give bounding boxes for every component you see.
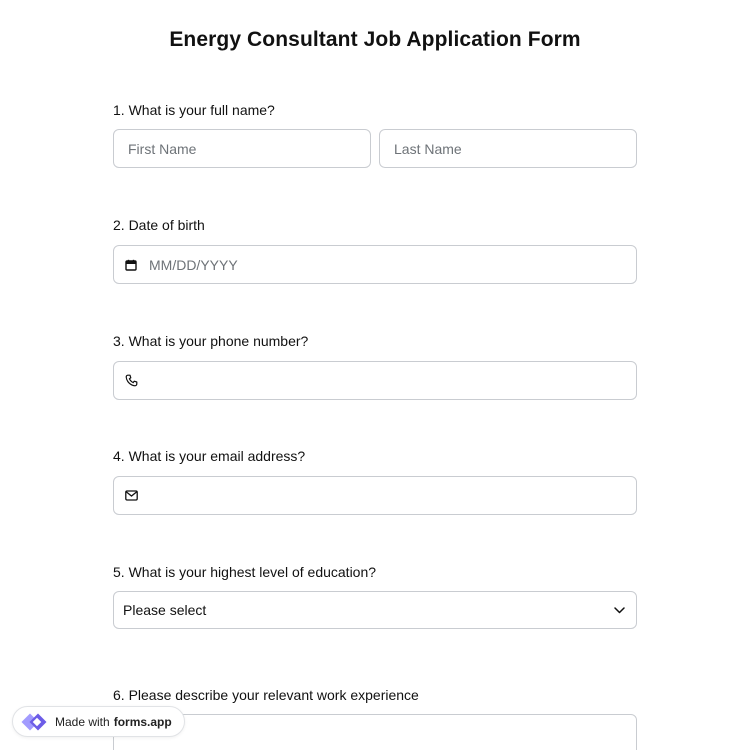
phone-icon	[124, 374, 138, 388]
badge-brand: forms.app	[113, 714, 172, 729]
form-title: Energy Consultant Job Application Form	[169, 28, 581, 51]
work-experience-textarea[interactable]	[113, 714, 637, 750]
last-name-field[interactable]	[379, 129, 637, 168]
question-3-label: 3. What is your phone number?	[113, 333, 309, 349]
first-name-input[interactable]	[128, 130, 370, 167]
question-6-label: 6. Please describe your relevant work experience	[113, 687, 419, 703]
chevron-down-icon	[612, 603, 626, 617]
calendar-icon	[124, 258, 138, 272]
first-name-field[interactable]	[113, 129, 371, 168]
email-input[interactable]	[149, 477, 636, 514]
question-1-label: 1. What is your full name?	[113, 102, 275, 118]
question-2-label: 2. Date of birth	[113, 217, 205, 233]
phone-field[interactable]	[113, 361, 637, 400]
question-5-label: 5. What is your highest level of education?	[113, 564, 377, 580]
last-name-input[interactable]	[394, 130, 636, 167]
forms-app-logo-icon	[21, 711, 49, 733]
phone-input[interactable]	[149, 362, 636, 399]
education-select-value: Please select	[123, 602, 207, 618]
date-of-birth-field[interactable]	[113, 245, 637, 284]
mail-icon	[124, 489, 138, 503]
date-of-birth-input[interactable]	[149, 246, 636, 283]
question-4-label: 4. What is your email address?	[113, 448, 306, 464]
made-with-badge[interactable]	[12, 706, 185, 737]
email-field[interactable]	[113, 476, 637, 515]
education-select[interactable]	[113, 591, 637, 629]
badge-prefix: Made with	[55, 714, 110, 729]
